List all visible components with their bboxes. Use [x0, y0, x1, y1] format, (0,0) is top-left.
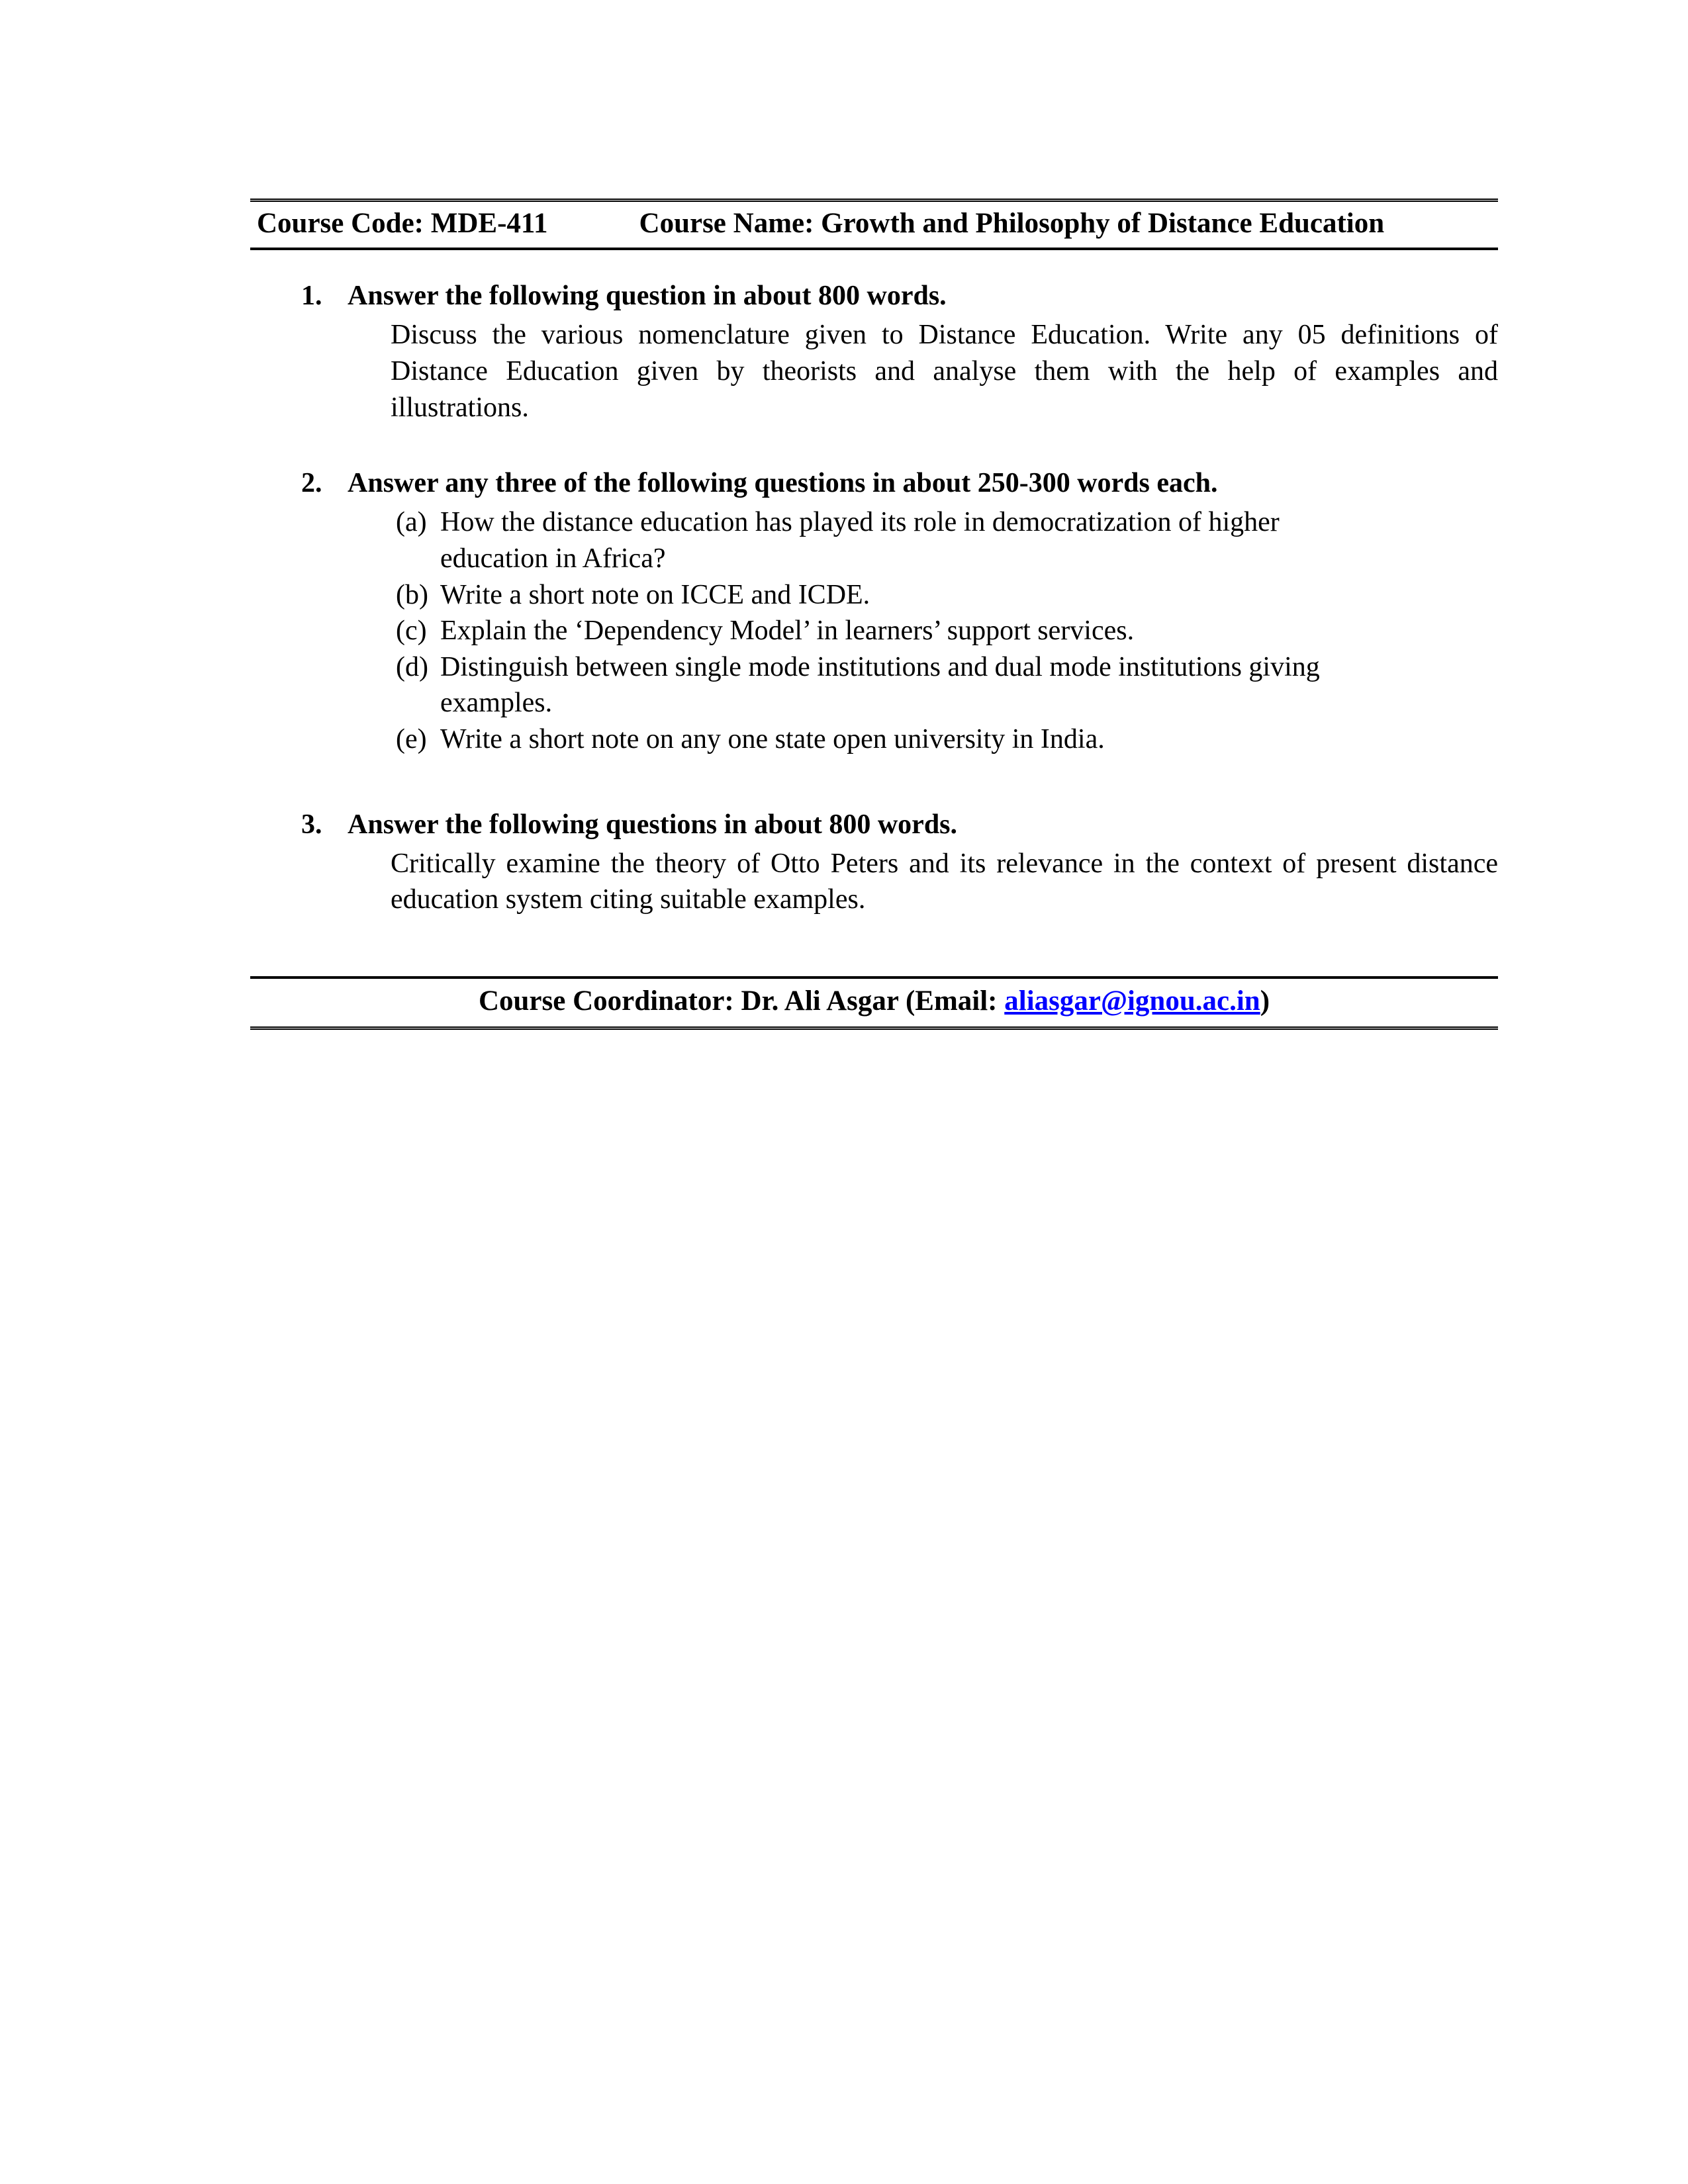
- question-2-sub-list: [250, 504, 1498, 757]
- question-3-heading: [250, 808, 1498, 842]
- spacer-after-question-1: [250, 452, 1498, 467]
- sub-item-marker-d: (d): [396, 651, 428, 682]
- spacer-after-question-2: [250, 784, 1498, 808]
- sub-item-text-a: How the distance education has played its role in democratization of higher education in Africa?: [440, 507, 1280, 574]
- sub-item-text-e: Write a short note on any one state open university in India.: [440, 723, 1105, 754]
- list-item: [250, 649, 1498, 721]
- footer-prefix: Course Coordinator: Dr. Ali Asgar (Email:: [478, 985, 1005, 1017]
- course-header-row: [250, 208, 1498, 240]
- question-2-heading-text: Answer any three of the following questions in about 250-300 words each.: [348, 468, 1218, 499]
- course-coordinator-footer: [250, 976, 1498, 1030]
- sub-item-text-b: Write a short note on ICCE and ICDE.: [440, 579, 870, 610]
- question-block-3: [250, 808, 1498, 918]
- footer-text-line: [250, 985, 1498, 1017]
- question-2-heading: [250, 467, 1498, 500]
- course-name: Course Name: Growth and Philosophy of Distance Education: [639, 208, 1385, 239]
- question-1-number: 1.: [301, 281, 322, 312]
- list-item: [250, 504, 1498, 576]
- question-3-heading-text: Answer the following questions in about 800 words.: [348, 809, 958, 840]
- sub-item-text-d: Distinguish between single mode institutions and dual mode institutions giving examples.: [440, 651, 1320, 719]
- question-1-body: Discuss the various nomenclature given to Distance Education. Write any 05 definitions of Distance Education given by theorists and analyse them with the help of examples and illustrations.: [391, 320, 1498, 423]
- question-1-heading-text: Answer the following question in about 800 words.: [348, 281, 947, 312]
- list-item: [250, 721, 1498, 758]
- question-block-2: [250, 467, 1498, 757]
- sub-item-marker-c: (c): [396, 615, 427, 647]
- sub-item-text-c: Explain the ‘Dependency Model’ in learners’ support services.: [440, 615, 1135, 647]
- list-item: [250, 613, 1498, 649]
- question-3-number: 3.: [301, 809, 322, 840]
- document-content: [250, 199, 1498, 944]
- question-block-1: [250, 279, 1498, 426]
- question-1-heading: [250, 279, 1498, 313]
- course-header: [250, 199, 1498, 250]
- sub-item-marker-e: (e): [396, 723, 427, 754]
- sub-item-marker-b: (b): [396, 579, 428, 610]
- coordinator-email-link[interactable]: aliasgar@ignou.ac.in: [1004, 985, 1260, 1017]
- course-code: Course Code: MDE-411: [257, 208, 548, 239]
- list-item: [250, 577, 1498, 614]
- sub-item-marker-a: (a): [396, 507, 427, 538]
- footer-suffix: ): [1260, 985, 1270, 1017]
- question-2-number: 2.: [301, 468, 322, 499]
- question-3-body: Critically examine the theory of Otto Peters and its relevance in the context of present distance education system citing suitable examples.: [391, 848, 1498, 915]
